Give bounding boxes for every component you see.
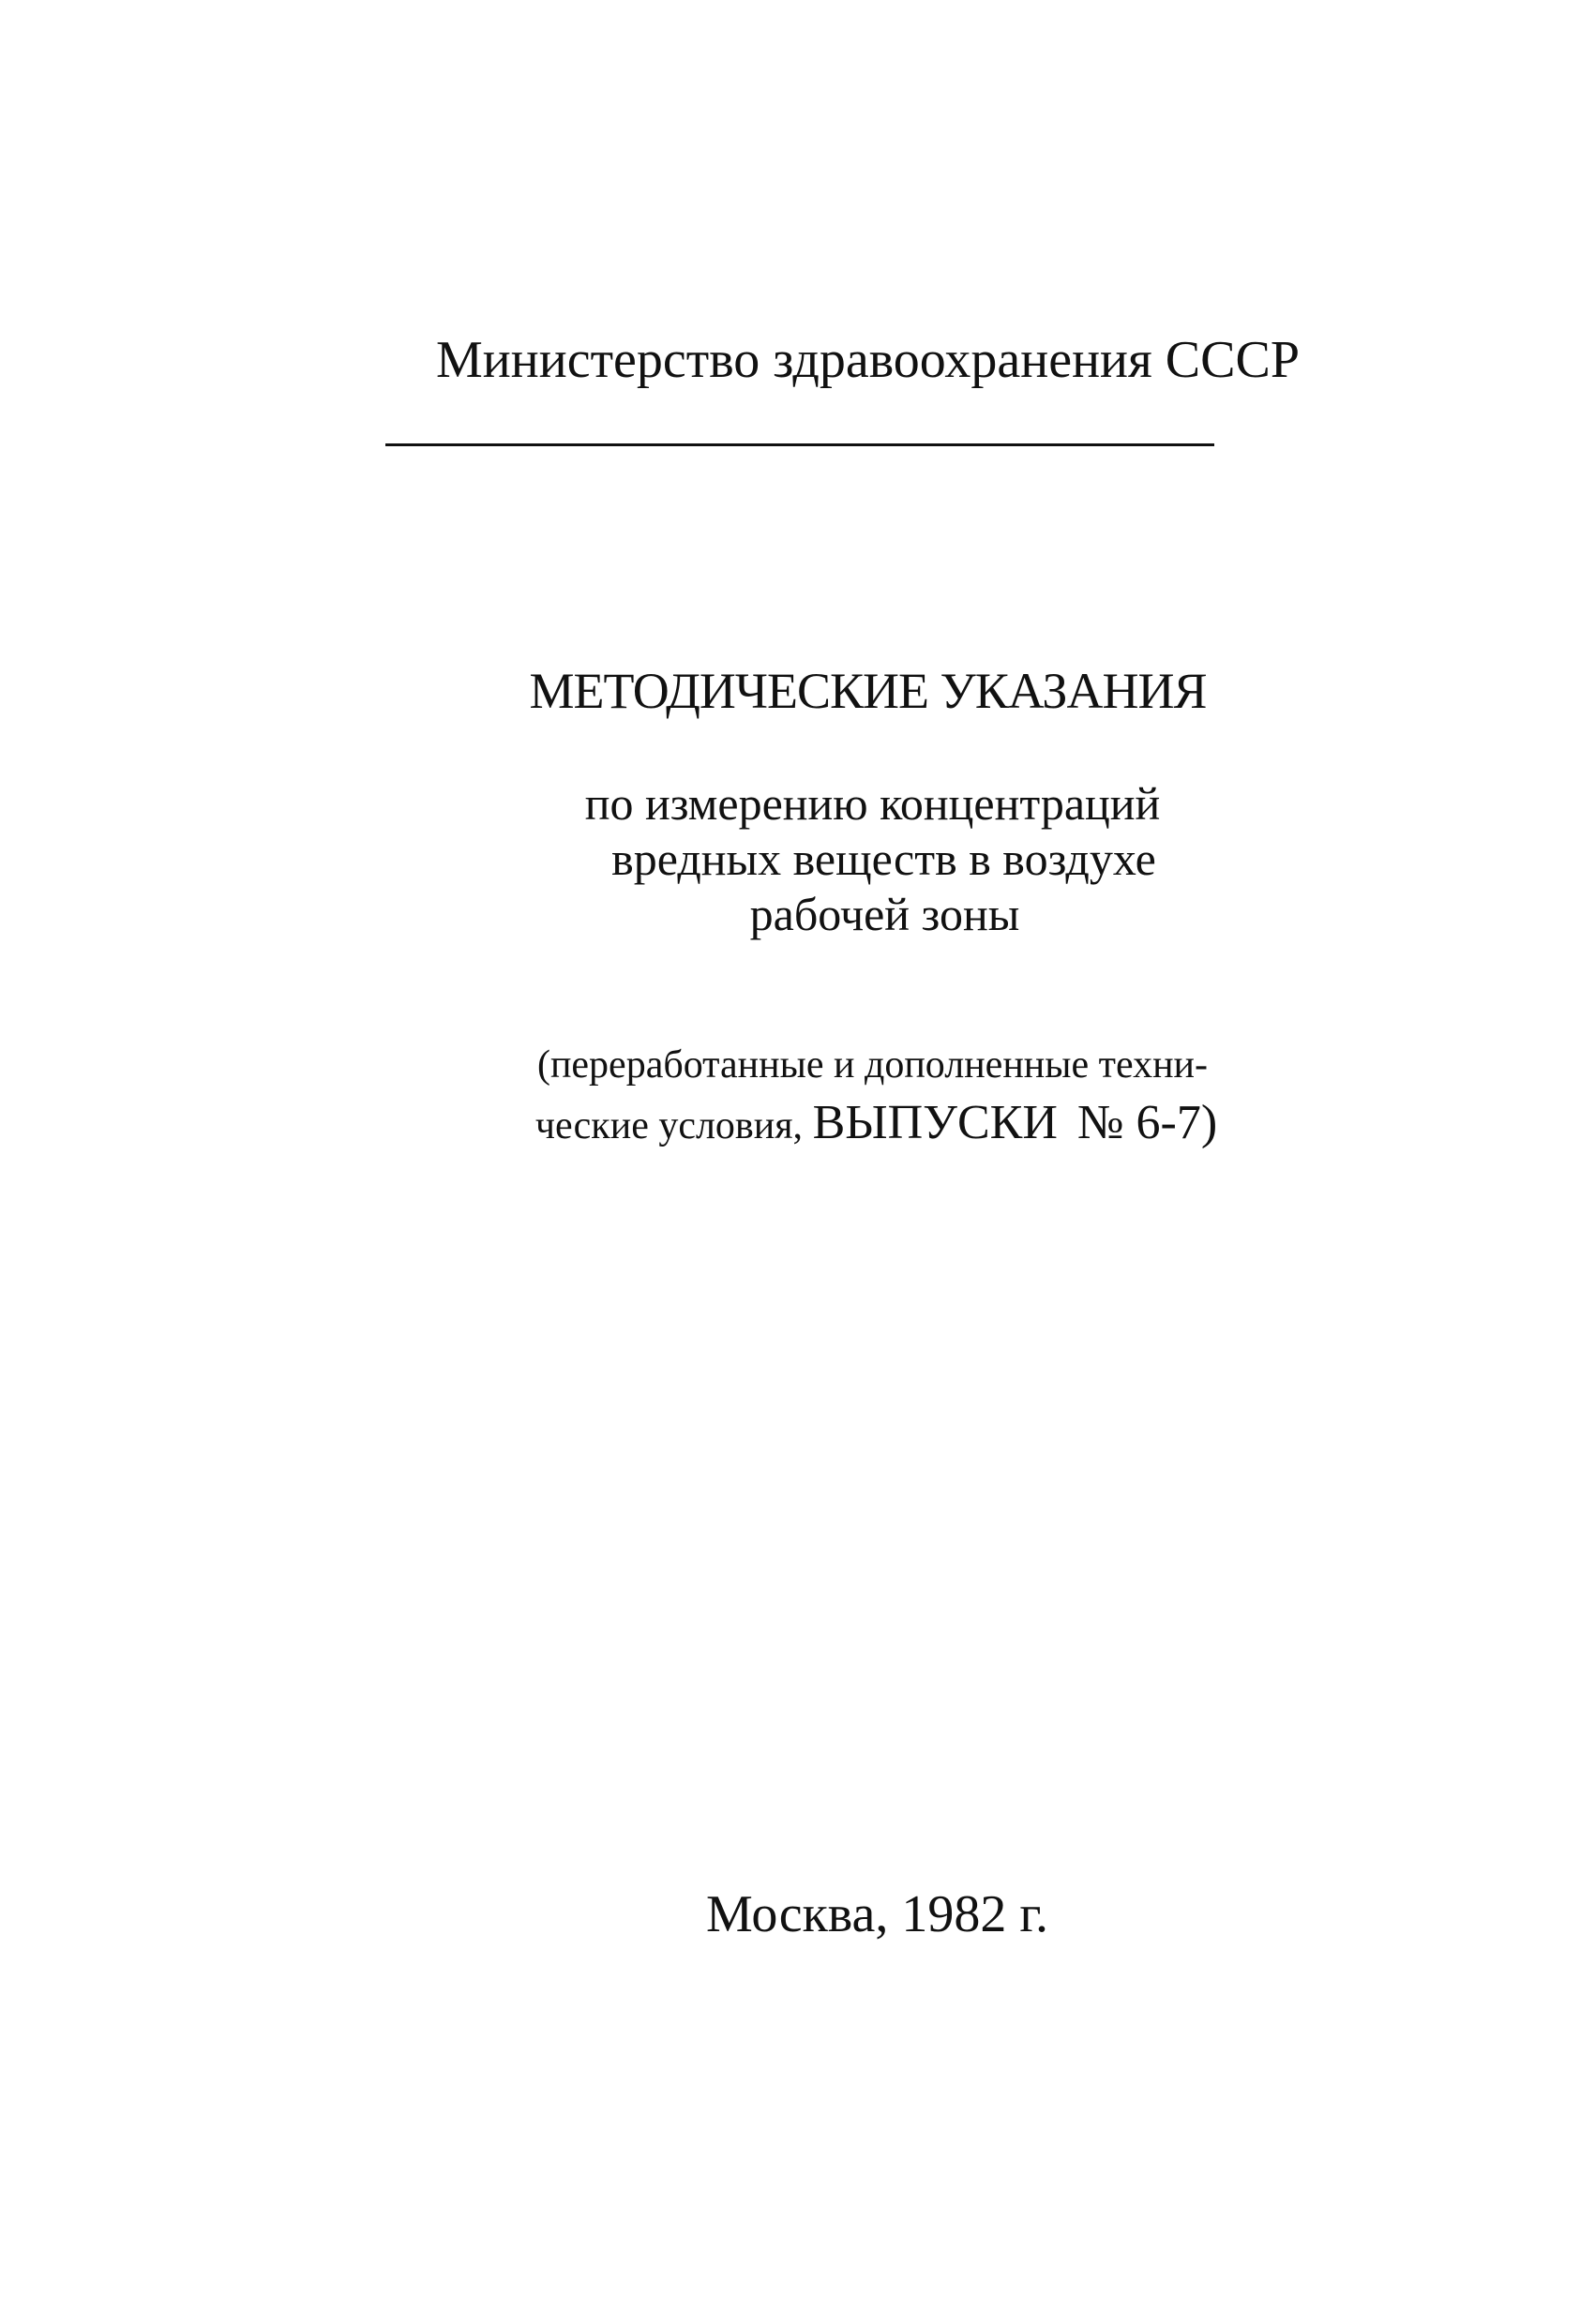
subtitle-line-3: рабочей зоны: [749, 888, 1020, 940]
document-title: МЕТОДИЧЕСКИЕ УКАЗАНИЯ: [529, 663, 1207, 719]
note-line-2: [0, 1095, 1595, 1150]
note-line-1: (переработанные и дополненные техни-: [536, 1043, 1209, 1087]
publication-place-year: Москва, 1982 г.: [705, 1885, 1049, 1943]
header-divider: [385, 443, 1214, 446]
issue-numbers: № 6-7): [1076, 1096, 1218, 1149]
ministry-heading: Министерство здравоохранения СССР: [436, 331, 1300, 389]
subtitle-line-1: по измерению концентраций: [584, 777, 1161, 830]
issues-label: ВЫПУСКИ: [812, 1096, 1058, 1149]
note-line-2-prefix: ческие условия,: [534, 1104, 813, 1147]
subtitle-line-2: вредных веществ в воздухе: [611, 832, 1156, 885]
